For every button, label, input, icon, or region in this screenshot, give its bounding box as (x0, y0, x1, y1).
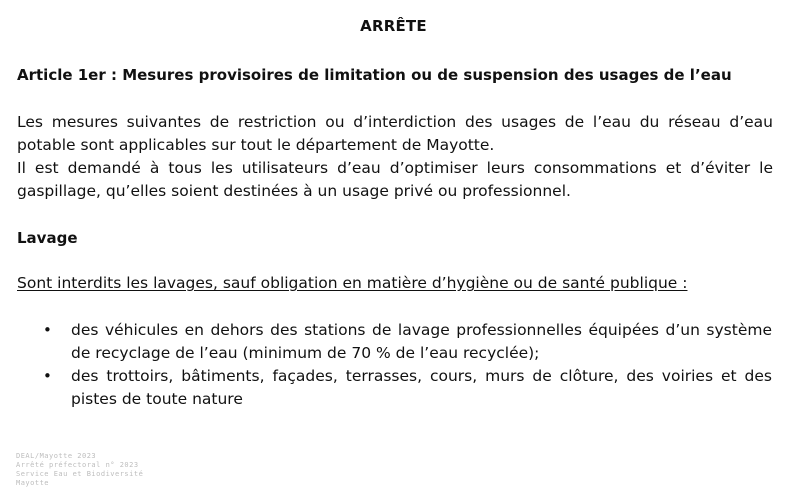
list-item-text: des véhicules en dehors des stations de lavage professionnelles équipées d’un système de recyclage de l’eau (minimum de 70 % de l’eau recyclée); (71, 321, 772, 362)
document-heading: ARRÊTE (360, 17, 427, 35)
stamp-line: Arrêté préfectoral n° 2023 (16, 461, 139, 469)
paragraph: Il est demandé à tous les utilisateurs d’eau d’optimiser leurs consommations et d’éviter le gaspillage, qu’elles soient destinées à un usage privé ou professionnel. (17, 159, 773, 200)
article-title: Article 1er : Mesures provisoires de limitation ou de suspension des usages de l’eau (17, 66, 732, 84)
list-item (0, 319, 800, 365)
list-item (0, 365, 800, 411)
section-title: Lavage (17, 229, 78, 247)
section-intro: Sont interdits les lavages, sauf obligation en matière d’hygiène ou de santé publique : (17, 274, 688, 292)
paragraph: Les mesures suivantes de restriction ou d’interdiction des usages de l’eau du réseau d’eau potable sont applicables sur tout le département de Mayotte. (17, 113, 773, 154)
bullet-icon: • (43, 367, 52, 385)
faded-stamp (16, 452, 276, 488)
list-item-text: des trottoirs, bâtiments, façades, terrasses, cours, murs de clôture, des voiries et des pistes de toute nature (71, 367, 772, 408)
stamp-line: Mayotte (16, 479, 50, 487)
bullet-list (0, 319, 800, 411)
bullet-icon: • (43, 321, 52, 339)
stamp-line: Service Eau et Biodiversité (16, 470, 144, 478)
stamp-line: DEAL/Mayotte 2023 (16, 452, 97, 460)
